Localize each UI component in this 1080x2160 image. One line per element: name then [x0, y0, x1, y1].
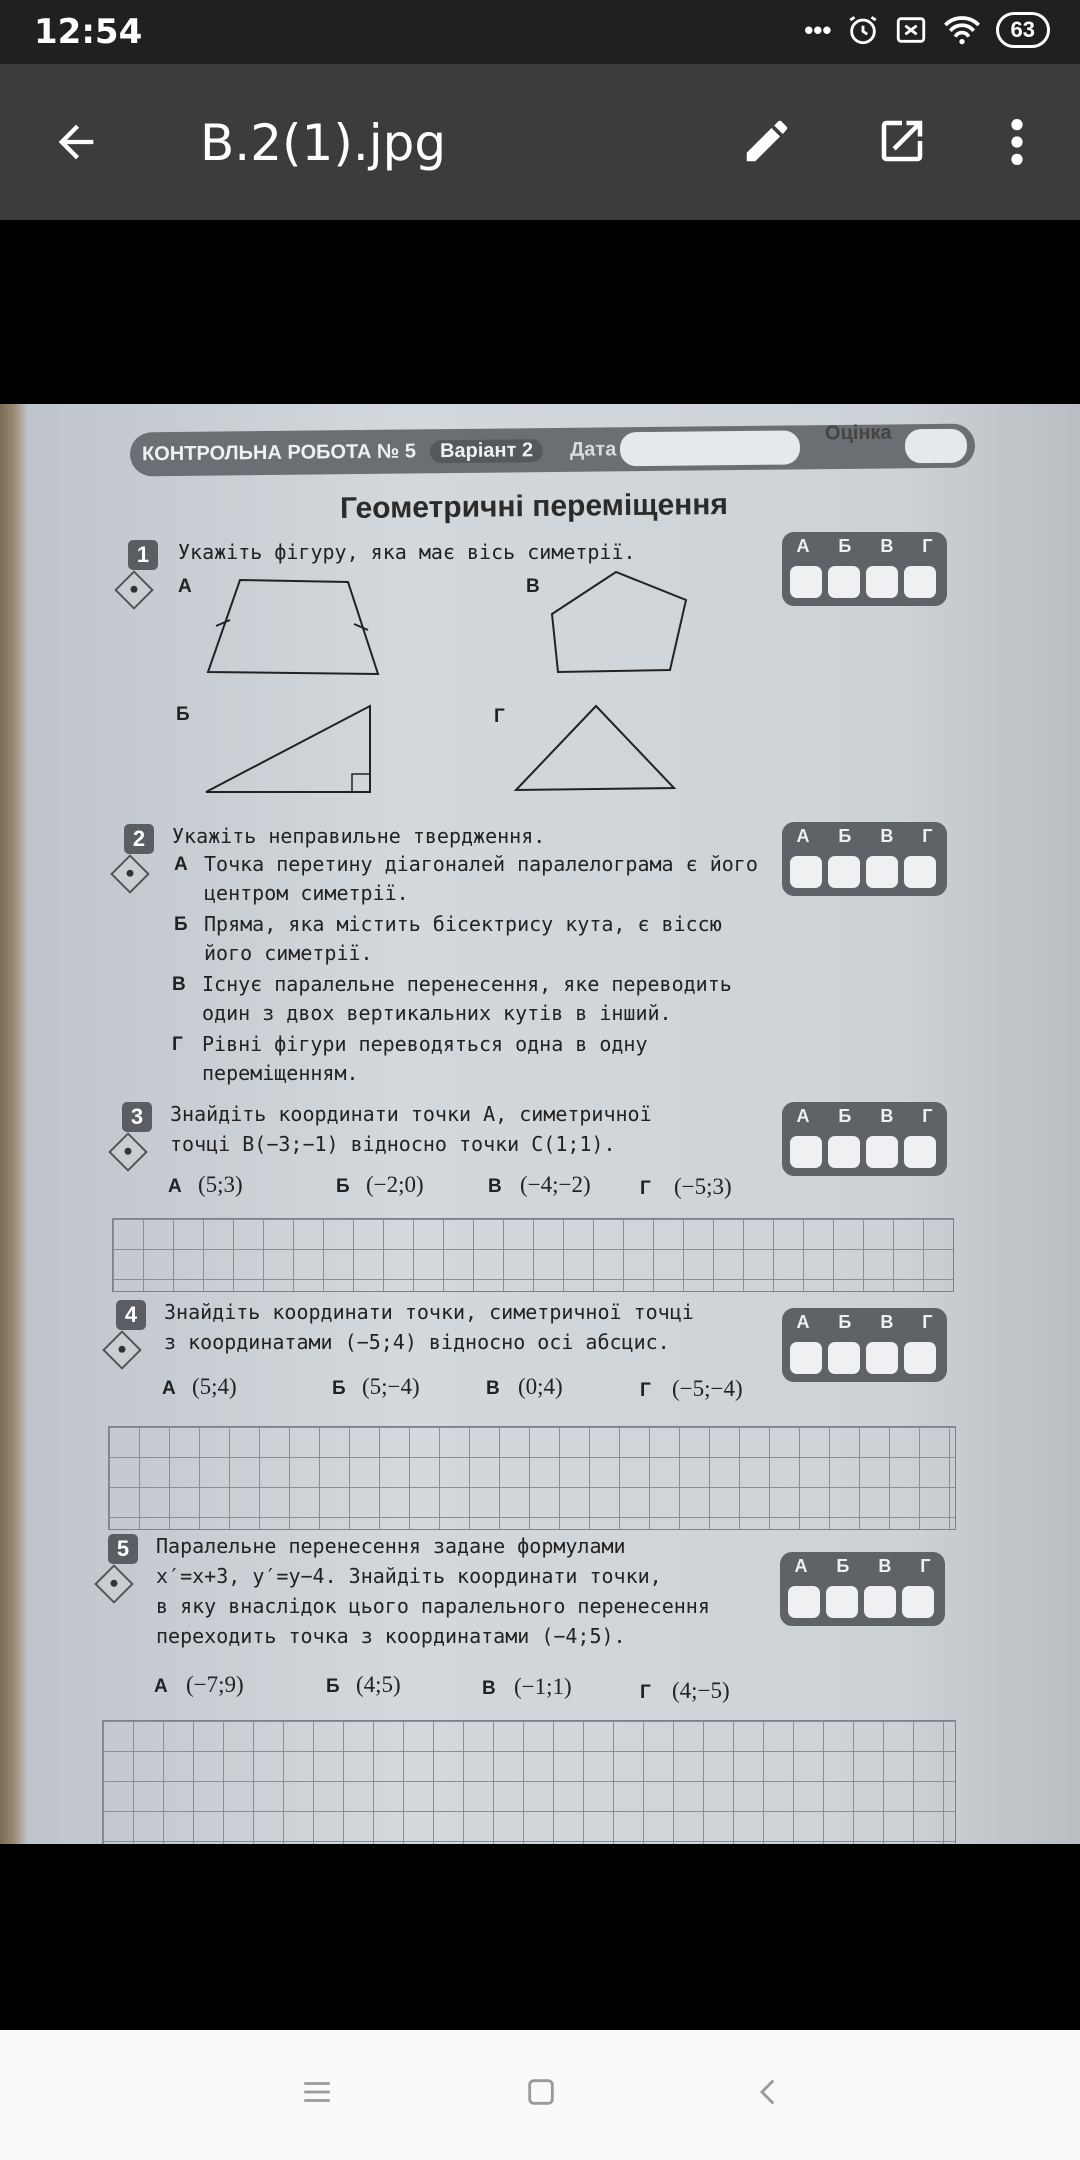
open-external-icon[interactable] — [875, 114, 929, 168]
dnd-icon — [894, 13, 928, 47]
wifi-icon — [942, 13, 982, 47]
figure-label: А — [178, 576, 192, 597]
answer-letter: В — [878, 1556, 892, 1576]
option-letter: А — [162, 1378, 176, 1399]
figure-label: В — [526, 576, 540, 597]
answer-box — [780, 1552, 945, 1626]
question-text: Укажіть неправильне твердження. — [172, 824, 546, 848]
date-label: Дата — [569, 438, 617, 461]
option-line: один з двох вертикальних кутів в інший. — [202, 1001, 672, 1025]
menu-icon[interactable] — [300, 2075, 334, 2109]
answer-cell — [788, 1586, 820, 1618]
option-line: Рівні фігури переводяться одна в одну переміщенням. — [202, 1032, 648, 1085]
trapezoid-figure — [208, 580, 378, 674]
work-grid — [108, 1426, 956, 1530]
arrow-back-icon[interactable] — [50, 116, 102, 168]
answer-letter: Б — [838, 1312, 852, 1332]
status-bar — [0, 0, 1080, 64]
option-letter: Г — [640, 1178, 651, 1199]
option-value: (−2;0) — [366, 1172, 424, 1197]
answer-cell — [866, 856, 898, 888]
option-letter: В — [488, 1176, 502, 1197]
home-icon[interactable] — [524, 2075, 558, 2109]
status-icons — [804, 12, 1050, 48]
question-line: Знайдіть координати точки A, симетричної — [170, 1102, 652, 1126]
answer-letter: Б — [838, 536, 852, 556]
test-title: КОНТРОЛЬНА РОБОТА № 5 — [141, 440, 417, 466]
navigation-bar — [0, 2030, 1080, 2160]
question-line: в яку внаслідок цього паралельного перенесення — [156, 1594, 710, 1618]
question-number: 5 — [108, 1534, 138, 1564]
question-text: Укажіть фігуру, яка має вісь симетрії. — [178, 540, 636, 564]
answer-letter: Б — [836, 1556, 850, 1576]
answer-letter: Б — [838, 826, 852, 846]
right-triangle-figure — [206, 706, 370, 792]
option-line: Точка перетину діагоналей паралелограма є його — [204, 852, 758, 876]
question-line: переходить точка з координатами (−4;5). — [156, 1624, 626, 1648]
option-value: (5;4) — [192, 1374, 237, 1399]
option-line: Пряма, яка містить бісектрису кута, є віссю — [204, 912, 722, 936]
question-number: 1 — [128, 540, 158, 570]
option-letter: Г — [640, 1682, 651, 1703]
answer-cell — [790, 1136, 822, 1168]
option-value: (4;−5) — [672, 1678, 730, 1703]
question-number: 3 — [122, 1102, 152, 1132]
answer-cell — [904, 1136, 936, 1168]
worksheet-page — [30, 404, 1080, 1844]
answer-letters — [780, 1556, 945, 1577]
answer-cell — [866, 1136, 898, 1168]
battery-icon: 63 — [996, 12, 1050, 48]
question-number: 2 — [124, 824, 154, 854]
figure-label: Г — [494, 706, 505, 727]
answer-letters — [782, 826, 947, 847]
answer-box — [782, 822, 947, 896]
answer-cell — [828, 1342, 860, 1374]
option-value: (−5;3) — [674, 1174, 732, 1199]
answer-letter: А — [796, 1106, 810, 1126]
question-number: 4 — [116, 1300, 146, 1330]
option-value: (4;5) — [356, 1672, 401, 1697]
status-time: 12:54 — [34, 12, 143, 52]
difficulty-icon — [108, 1132, 148, 1172]
answer-letter: А — [796, 826, 810, 846]
question-line: Паралельне перенесення задане формулами — [156, 1534, 626, 1558]
app-bar — [0, 64, 1080, 220]
option-letter: Г — [640, 1380, 651, 1401]
option-letter: Г — [172, 1034, 183, 1055]
answer-cells — [790, 856, 936, 888]
back-nav-icon[interactable] — [752, 2075, 786, 2109]
answer-cell — [828, 1136, 860, 1168]
question-line: x′=x+3, y′=y−4. Знайдіть координати точки, — [156, 1564, 662, 1588]
question-line: точці B(−3;−1) відносно точки C(1;1). — [170, 1132, 616, 1156]
answer-letter: Г — [922, 1106, 933, 1126]
answer-cell — [790, 1342, 822, 1374]
option-letter: А — [174, 854, 188, 875]
answer-letter: Г — [920, 1556, 931, 1576]
answer-letter: Г — [922, 536, 933, 556]
triangle-figure — [516, 706, 674, 790]
answer-letter: В — [880, 1312, 894, 1332]
pencil-icon[interactable] — [740, 114, 794, 168]
option-value: (5;−4) — [362, 1374, 420, 1399]
option-value: (−5;−4) — [672, 1376, 743, 1401]
more-notifications-icon: ••• — [804, 14, 832, 45]
figures — [30, 404, 1080, 824]
alarm-icon — [846, 13, 880, 47]
answer-cell — [864, 1586, 896, 1618]
question-line: Знайдіть координати точки, симетричної точці — [164, 1300, 694, 1324]
difficulty-icon — [94, 1564, 134, 1604]
option-value: (−1;1) — [514, 1674, 572, 1699]
answer-letters — [782, 1106, 947, 1127]
right-angle-mark — [352, 774, 370, 792]
option-letter: В — [482, 1678, 496, 1699]
answer-box — [782, 1308, 947, 1382]
answer-cell — [904, 856, 936, 888]
option-letter: Б — [174, 914, 188, 935]
answer-cells — [790, 1342, 936, 1374]
question-line: з координатами (−5;4) відносно осі абсцис. — [164, 1330, 670, 1354]
option-value: (0;4) — [518, 1374, 563, 1399]
answer-letter: А — [796, 536, 810, 556]
difficulty-icon — [102, 1330, 142, 1370]
option-letter: В — [486, 1378, 500, 1399]
answer-letters — [782, 1312, 947, 1333]
answer-cells — [788, 1586, 934, 1618]
variant-label: Варіант 2 — [430, 439, 543, 463]
answer-letter: В — [880, 826, 894, 846]
option-line: його симетрії. — [204, 941, 373, 965]
work-grid — [112, 1218, 954, 1292]
pentagon-figure — [552, 572, 686, 672]
answer-cell — [866, 1342, 898, 1374]
option-letter: В — [172, 974, 186, 995]
option-letter: А — [168, 1176, 182, 1197]
figure-label: Б — [176, 704, 190, 725]
answer-letter: В — [880, 1106, 894, 1126]
option-line: центром симетрії. — [204, 881, 409, 905]
file-title: B.2(1).jpg — [200, 114, 447, 172]
answer-cells — [790, 1136, 936, 1168]
option-line: Існує паралельне перенесення, яке переводить — [202, 972, 732, 996]
answer-box — [782, 1102, 947, 1176]
answer-letter: А — [796, 1312, 810, 1332]
answer-letter: Г — [922, 826, 933, 846]
more-vert-icon[interactable] — [1005, 116, 1029, 168]
answer-letter: А — [794, 1556, 808, 1576]
option-value: (5;3) — [198, 1172, 243, 1197]
option-letter: Б — [332, 1378, 346, 1399]
answer-cell — [904, 1342, 936, 1374]
answer-letter: Б — [838, 1106, 852, 1126]
option-letter: Б — [336, 1176, 350, 1197]
answer-cell — [826, 1586, 858, 1618]
worksheet-title: Геометричні переміщення — [339, 487, 729, 526]
grade-label: Оцінка — [824, 421, 892, 445]
option-letter: Б — [326, 1676, 340, 1697]
work-grid — [102, 1720, 956, 1844]
answer-letter: Г — [922, 1312, 933, 1332]
trapezoid-tick — [216, 620, 230, 626]
option-letter: А — [154, 1676, 168, 1697]
answer-cell — [790, 856, 822, 888]
answer-cell — [828, 856, 860, 888]
worksheet-photo[interactable] — [0, 404, 1080, 1844]
answer-cell — [902, 1586, 934, 1618]
option-value: (−7;9) — [186, 1672, 244, 1697]
difficulty-icon — [110, 854, 150, 894]
answer-letter: В — [880, 536, 894, 556]
option-value: (−4;−2) — [520, 1172, 591, 1197]
